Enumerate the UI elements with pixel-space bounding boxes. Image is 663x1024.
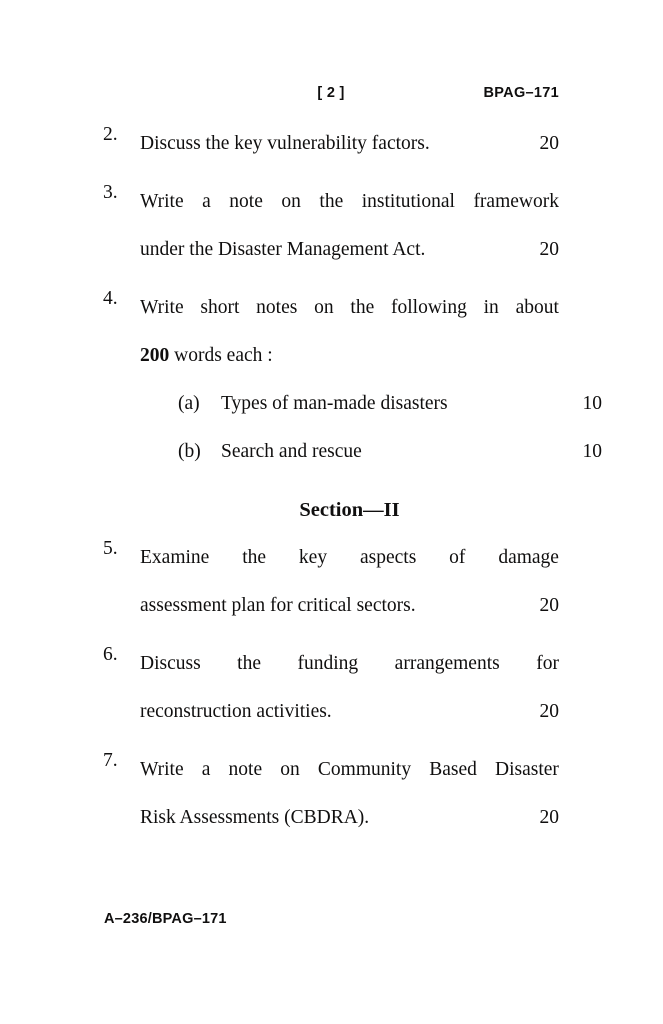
- marks-value: 10: [582, 393, 602, 414]
- line-word: following: [391, 297, 467, 318]
- line-word: Write: [140, 759, 184, 780]
- sub-question-line: [221, 380, 602, 428]
- question-item: [103, 178, 559, 274]
- line-word: a: [201, 759, 211, 780]
- sub-question-item: [178, 380, 602, 428]
- line-word: framework: [473, 191, 559, 212]
- line-word: the: [242, 547, 267, 568]
- line-word: the: [319, 191, 344, 212]
- line-word: Write: [140, 297, 184, 318]
- question-text: reconstruction activities.: [140, 701, 332, 722]
- line-word: Write: [140, 191, 184, 212]
- question-line: [140, 332, 559, 380]
- sub-question-text: Types of man-made disasters: [221, 393, 448, 414]
- question-text: assessment plan for critical sectors.: [140, 595, 416, 616]
- line-word: in: [483, 297, 499, 318]
- marks-value: 20: [539, 239, 559, 260]
- question-text: 200 words each :: [140, 345, 273, 366]
- marks-value: 10: [582, 441, 602, 462]
- marks-value: 20: [539, 133, 559, 154]
- question-line: [140, 120, 559, 168]
- question-body: [140, 534, 559, 630]
- line-word: a: [202, 191, 211, 212]
- line-word: Examine: [140, 547, 210, 568]
- line-word: note: [229, 191, 263, 212]
- page-footer-code: A–236/BPAG–171: [104, 911, 227, 927]
- question-item: [103, 534, 559, 630]
- question-body: [140, 178, 559, 274]
- question-number: 2.: [103, 124, 118, 145]
- question-body: [140, 120, 559, 168]
- question-body: [140, 284, 559, 380]
- question-line: [140, 534, 559, 582]
- line-word: the: [237, 653, 261, 674]
- question-text: under the Disaster Management Act.: [140, 239, 426, 260]
- question-number: 3.: [103, 182, 118, 203]
- question-line: [140, 746, 559, 794]
- question-number: 5.: [103, 538, 118, 559]
- line-word: of: [449, 547, 466, 568]
- question-line: [140, 178, 559, 226]
- line-word: damage: [498, 547, 559, 568]
- line-word: aspects: [359, 547, 417, 568]
- line-word: notes: [256, 297, 298, 318]
- line-word: on: [280, 759, 300, 780]
- line-word: Disaster: [495, 759, 559, 780]
- line-word: Discuss: [140, 653, 201, 674]
- question-number: 6.: [103, 644, 118, 665]
- line-word: arrangements: [394, 653, 500, 674]
- question-list: [103, 120, 602, 852]
- question-text: Risk Assessments (CBDRA).: [140, 807, 370, 828]
- question-text: Discuss the key vulnerability factors.: [140, 133, 430, 154]
- line-word: Based: [429, 759, 477, 780]
- question-body: [140, 640, 559, 736]
- line-word: institutional: [361, 191, 455, 212]
- paper-code: BPAG–171: [483, 85, 559, 101]
- question-line: [140, 688, 559, 736]
- line-word: for: [536, 653, 559, 674]
- question-item: [103, 746, 559, 842]
- line-word: on: [314, 297, 334, 318]
- question-body: [140, 746, 559, 842]
- question-item: [103, 640, 559, 736]
- sub-question-item: [178, 428, 602, 476]
- sub-question-label: (b): [178, 441, 201, 462]
- sub-question-line: [221, 428, 602, 476]
- question-number: 4.: [103, 288, 118, 309]
- sub-question-text: Search and rescue: [221, 441, 362, 462]
- question-line: [140, 284, 559, 332]
- emphasised-word-count: 200: [140, 345, 170, 366]
- question-number: 7.: [103, 750, 118, 771]
- line-word: about: [515, 297, 559, 318]
- line-word: note: [228, 759, 263, 780]
- line-word: Community: [317, 759, 412, 780]
- line-word: the: [350, 297, 375, 318]
- question-line: [140, 640, 559, 688]
- question-line: [140, 794, 559, 842]
- line-word: key: [298, 547, 328, 568]
- question-item: [103, 120, 559, 168]
- sub-question-label: (a): [178, 393, 200, 414]
- marks-value: 20: [539, 595, 559, 616]
- line-word: on: [281, 191, 301, 212]
- marks-value: 20: [539, 807, 559, 828]
- section-heading: Section—II: [299, 499, 400, 521]
- page-number: [ 2 ]: [317, 85, 345, 101]
- page-header: [103, 85, 559, 107]
- line-word: funding: [297, 653, 359, 674]
- line-word: short: [200, 297, 240, 318]
- marks-value: 20: [539, 701, 559, 722]
- question-line: [140, 226, 559, 274]
- question-line: [140, 582, 559, 630]
- question-item: [103, 284, 602, 476]
